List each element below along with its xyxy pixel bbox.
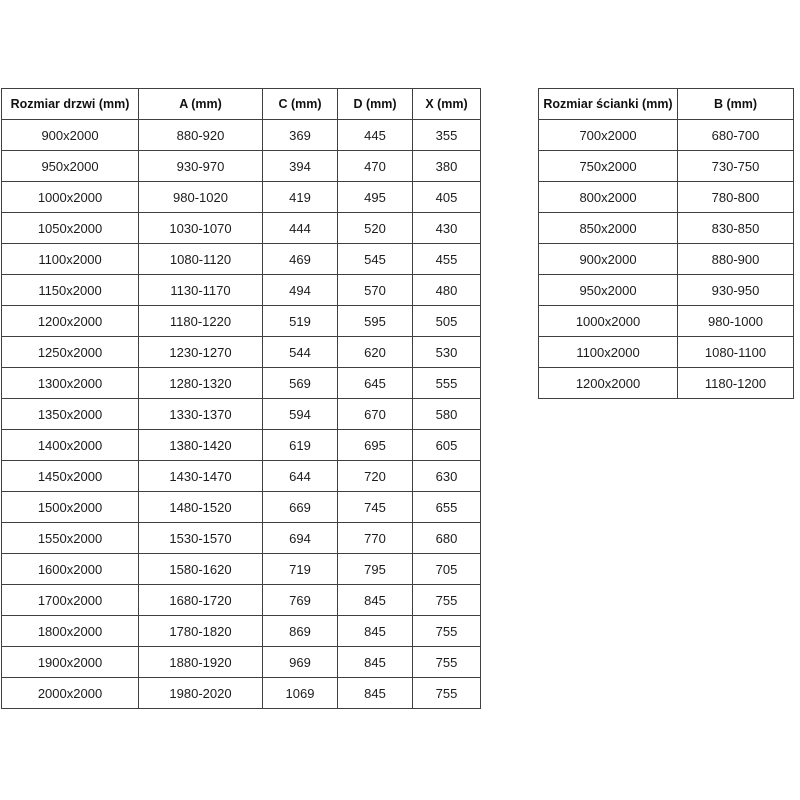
data-cell: 830-850 [678, 213, 794, 244]
data-cell: 880-900 [678, 244, 794, 275]
data-cell: 930-950 [678, 275, 794, 306]
data-cell: 755 [413, 647, 481, 678]
table-row [539, 244, 794, 275]
data-cell: 595 [338, 306, 413, 337]
data-cell: 755 [413, 678, 481, 709]
data-cell: 380 [413, 151, 481, 182]
table-row [2, 461, 481, 492]
data-cell: 655 [413, 492, 481, 523]
table-row [2, 306, 481, 337]
data-cell: 594 [263, 399, 338, 430]
data-cell: 950x2000 [2, 151, 139, 182]
data-cell: 900x2000 [539, 244, 678, 275]
data-cell: 495 [338, 182, 413, 213]
data-cell: 845 [338, 678, 413, 709]
wall-size-table-header [539, 89, 794, 120]
data-cell: 1030-1070 [139, 213, 263, 244]
data-cell: 700x2000 [539, 120, 678, 151]
table-row [539, 120, 794, 151]
data-cell: 880-920 [139, 120, 263, 151]
data-cell: 619 [263, 430, 338, 461]
data-cell: 1430-1470 [139, 461, 263, 492]
table-row [2, 678, 481, 709]
data-cell: 455 [413, 244, 481, 275]
data-cell: 800x2000 [539, 182, 678, 213]
data-cell: 669 [263, 492, 338, 523]
header-cell: A (mm) [139, 89, 263, 120]
table-row [2, 337, 481, 368]
data-cell: 530 [413, 337, 481, 368]
data-cell: 1380-1420 [139, 430, 263, 461]
data-cell: 1200x2000 [2, 306, 139, 337]
data-cell: 1130-1170 [139, 275, 263, 306]
header-cell: D (mm) [338, 89, 413, 120]
data-cell: 845 [338, 616, 413, 647]
data-cell: 1700x2000 [2, 585, 139, 616]
data-cell: 1050x2000 [2, 213, 139, 244]
data-cell: 1480-1520 [139, 492, 263, 523]
header-cell: X (mm) [413, 89, 481, 120]
data-cell: 719 [263, 554, 338, 585]
data-cell: 1530-1570 [139, 523, 263, 554]
data-cell: 750x2000 [539, 151, 678, 182]
data-cell: 850x2000 [539, 213, 678, 244]
data-cell: 845 [338, 647, 413, 678]
table-row [539, 275, 794, 306]
data-cell: 555 [413, 368, 481, 399]
data-cell: 645 [338, 368, 413, 399]
table-row [2, 244, 481, 275]
data-cell: 520 [338, 213, 413, 244]
data-cell: 980-1020 [139, 182, 263, 213]
data-cell: 1980-2020 [139, 678, 263, 709]
data-cell: 1100x2000 [2, 244, 139, 275]
data-cell: 444 [263, 213, 338, 244]
data-cell: 1400x2000 [2, 430, 139, 461]
data-cell: 1069 [263, 678, 338, 709]
table-row [539, 151, 794, 182]
data-cell: 1200x2000 [539, 368, 678, 399]
data-cell: 644 [263, 461, 338, 492]
data-cell: 745 [338, 492, 413, 523]
data-cell: 1230-1270 [139, 337, 263, 368]
data-cell: 755 [413, 585, 481, 616]
data-cell: 1180-1220 [139, 306, 263, 337]
data-cell: 394 [263, 151, 338, 182]
data-cell: 570 [338, 275, 413, 306]
data-cell: 695 [338, 430, 413, 461]
data-cell: 544 [263, 337, 338, 368]
header-cell: Rozmiar ścianki (mm) [539, 89, 678, 120]
data-cell: 580 [413, 399, 481, 430]
table-row [2, 523, 481, 554]
data-cell: 1280-1320 [139, 368, 263, 399]
door-size-table [1, 88, 481, 709]
data-cell: 545 [338, 244, 413, 275]
data-cell: 469 [263, 244, 338, 275]
data-cell: 720 [338, 461, 413, 492]
data-cell: 1250x2000 [2, 337, 139, 368]
data-cell: 930-970 [139, 151, 263, 182]
data-cell: 1800x2000 [2, 616, 139, 647]
data-cell: 1900x2000 [2, 647, 139, 678]
data-cell: 480 [413, 275, 481, 306]
data-cell: 1000x2000 [2, 182, 139, 213]
data-cell: 1150x2000 [2, 275, 139, 306]
data-cell: 780-800 [678, 182, 794, 213]
data-cell: 730-750 [678, 151, 794, 182]
data-cell: 1500x2000 [2, 492, 139, 523]
wall-size-table-body [539, 120, 794, 399]
table-row [2, 399, 481, 430]
data-cell: 1680-1720 [139, 585, 263, 616]
table-row [2, 275, 481, 306]
door-size-table-body [2, 120, 481, 709]
table-row [539, 213, 794, 244]
data-cell: 770 [338, 523, 413, 554]
data-cell: 405 [413, 182, 481, 213]
table-row [2, 151, 481, 182]
data-cell: 845 [338, 585, 413, 616]
data-cell: 1180-1200 [678, 368, 794, 399]
data-cell: 1000x2000 [539, 306, 678, 337]
table-row [2, 368, 481, 399]
data-cell: 680 [413, 523, 481, 554]
table-row [2, 585, 481, 616]
data-cell: 630 [413, 461, 481, 492]
table-row [2, 182, 481, 213]
table-row [2, 647, 481, 678]
data-cell: 950x2000 [539, 275, 678, 306]
data-cell: 1780-1820 [139, 616, 263, 647]
table-row [2, 120, 481, 151]
header-cell: Rozmiar drzwi (mm) [2, 89, 139, 120]
data-cell: 900x2000 [2, 120, 139, 151]
table-row [2, 213, 481, 244]
data-cell: 519 [263, 306, 338, 337]
data-cell: 1300x2000 [2, 368, 139, 399]
data-cell: 795 [338, 554, 413, 585]
data-cell: 755 [413, 616, 481, 647]
table-row [539, 306, 794, 337]
wall-size-table [538, 88, 794, 399]
header-cell: B (mm) [678, 89, 794, 120]
data-cell: 369 [263, 120, 338, 151]
data-cell: 1550x2000 [2, 523, 139, 554]
data-cell: 430 [413, 213, 481, 244]
table-row [539, 368, 794, 399]
table-row [2, 492, 481, 523]
data-cell: 569 [263, 368, 338, 399]
data-cell: 680-700 [678, 120, 794, 151]
data-cell: 1350x2000 [2, 399, 139, 430]
data-cell: 1600x2000 [2, 554, 139, 585]
data-cell: 869 [263, 616, 338, 647]
data-cell: 355 [413, 120, 481, 151]
data-cell: 605 [413, 430, 481, 461]
data-cell: 705 [413, 554, 481, 585]
table-row [2, 554, 481, 585]
data-cell: 470 [338, 151, 413, 182]
header-row [539, 89, 794, 120]
table-row [539, 182, 794, 213]
data-cell: 1580-1620 [139, 554, 263, 585]
data-cell: 2000x2000 [2, 678, 139, 709]
data-cell: 694 [263, 523, 338, 554]
table-row [2, 430, 481, 461]
door-size-table-header [2, 89, 481, 120]
data-cell: 1100x2000 [539, 337, 678, 368]
data-cell: 769 [263, 585, 338, 616]
data-cell: 494 [263, 275, 338, 306]
data-cell: 419 [263, 182, 338, 213]
data-cell: 445 [338, 120, 413, 151]
data-cell: 1330-1370 [139, 399, 263, 430]
data-cell: 620 [338, 337, 413, 368]
header-row [2, 89, 481, 120]
data-cell: 1880-1920 [139, 647, 263, 678]
data-cell: 1450x2000 [2, 461, 139, 492]
data-cell: 969 [263, 647, 338, 678]
data-cell: 980-1000 [678, 306, 794, 337]
data-cell: 670 [338, 399, 413, 430]
header-cell: C (mm) [263, 89, 338, 120]
data-cell: 505 [413, 306, 481, 337]
table-row [2, 616, 481, 647]
table-row [539, 337, 794, 368]
data-cell: 1080-1100 [678, 337, 794, 368]
data-cell: 1080-1120 [139, 244, 263, 275]
